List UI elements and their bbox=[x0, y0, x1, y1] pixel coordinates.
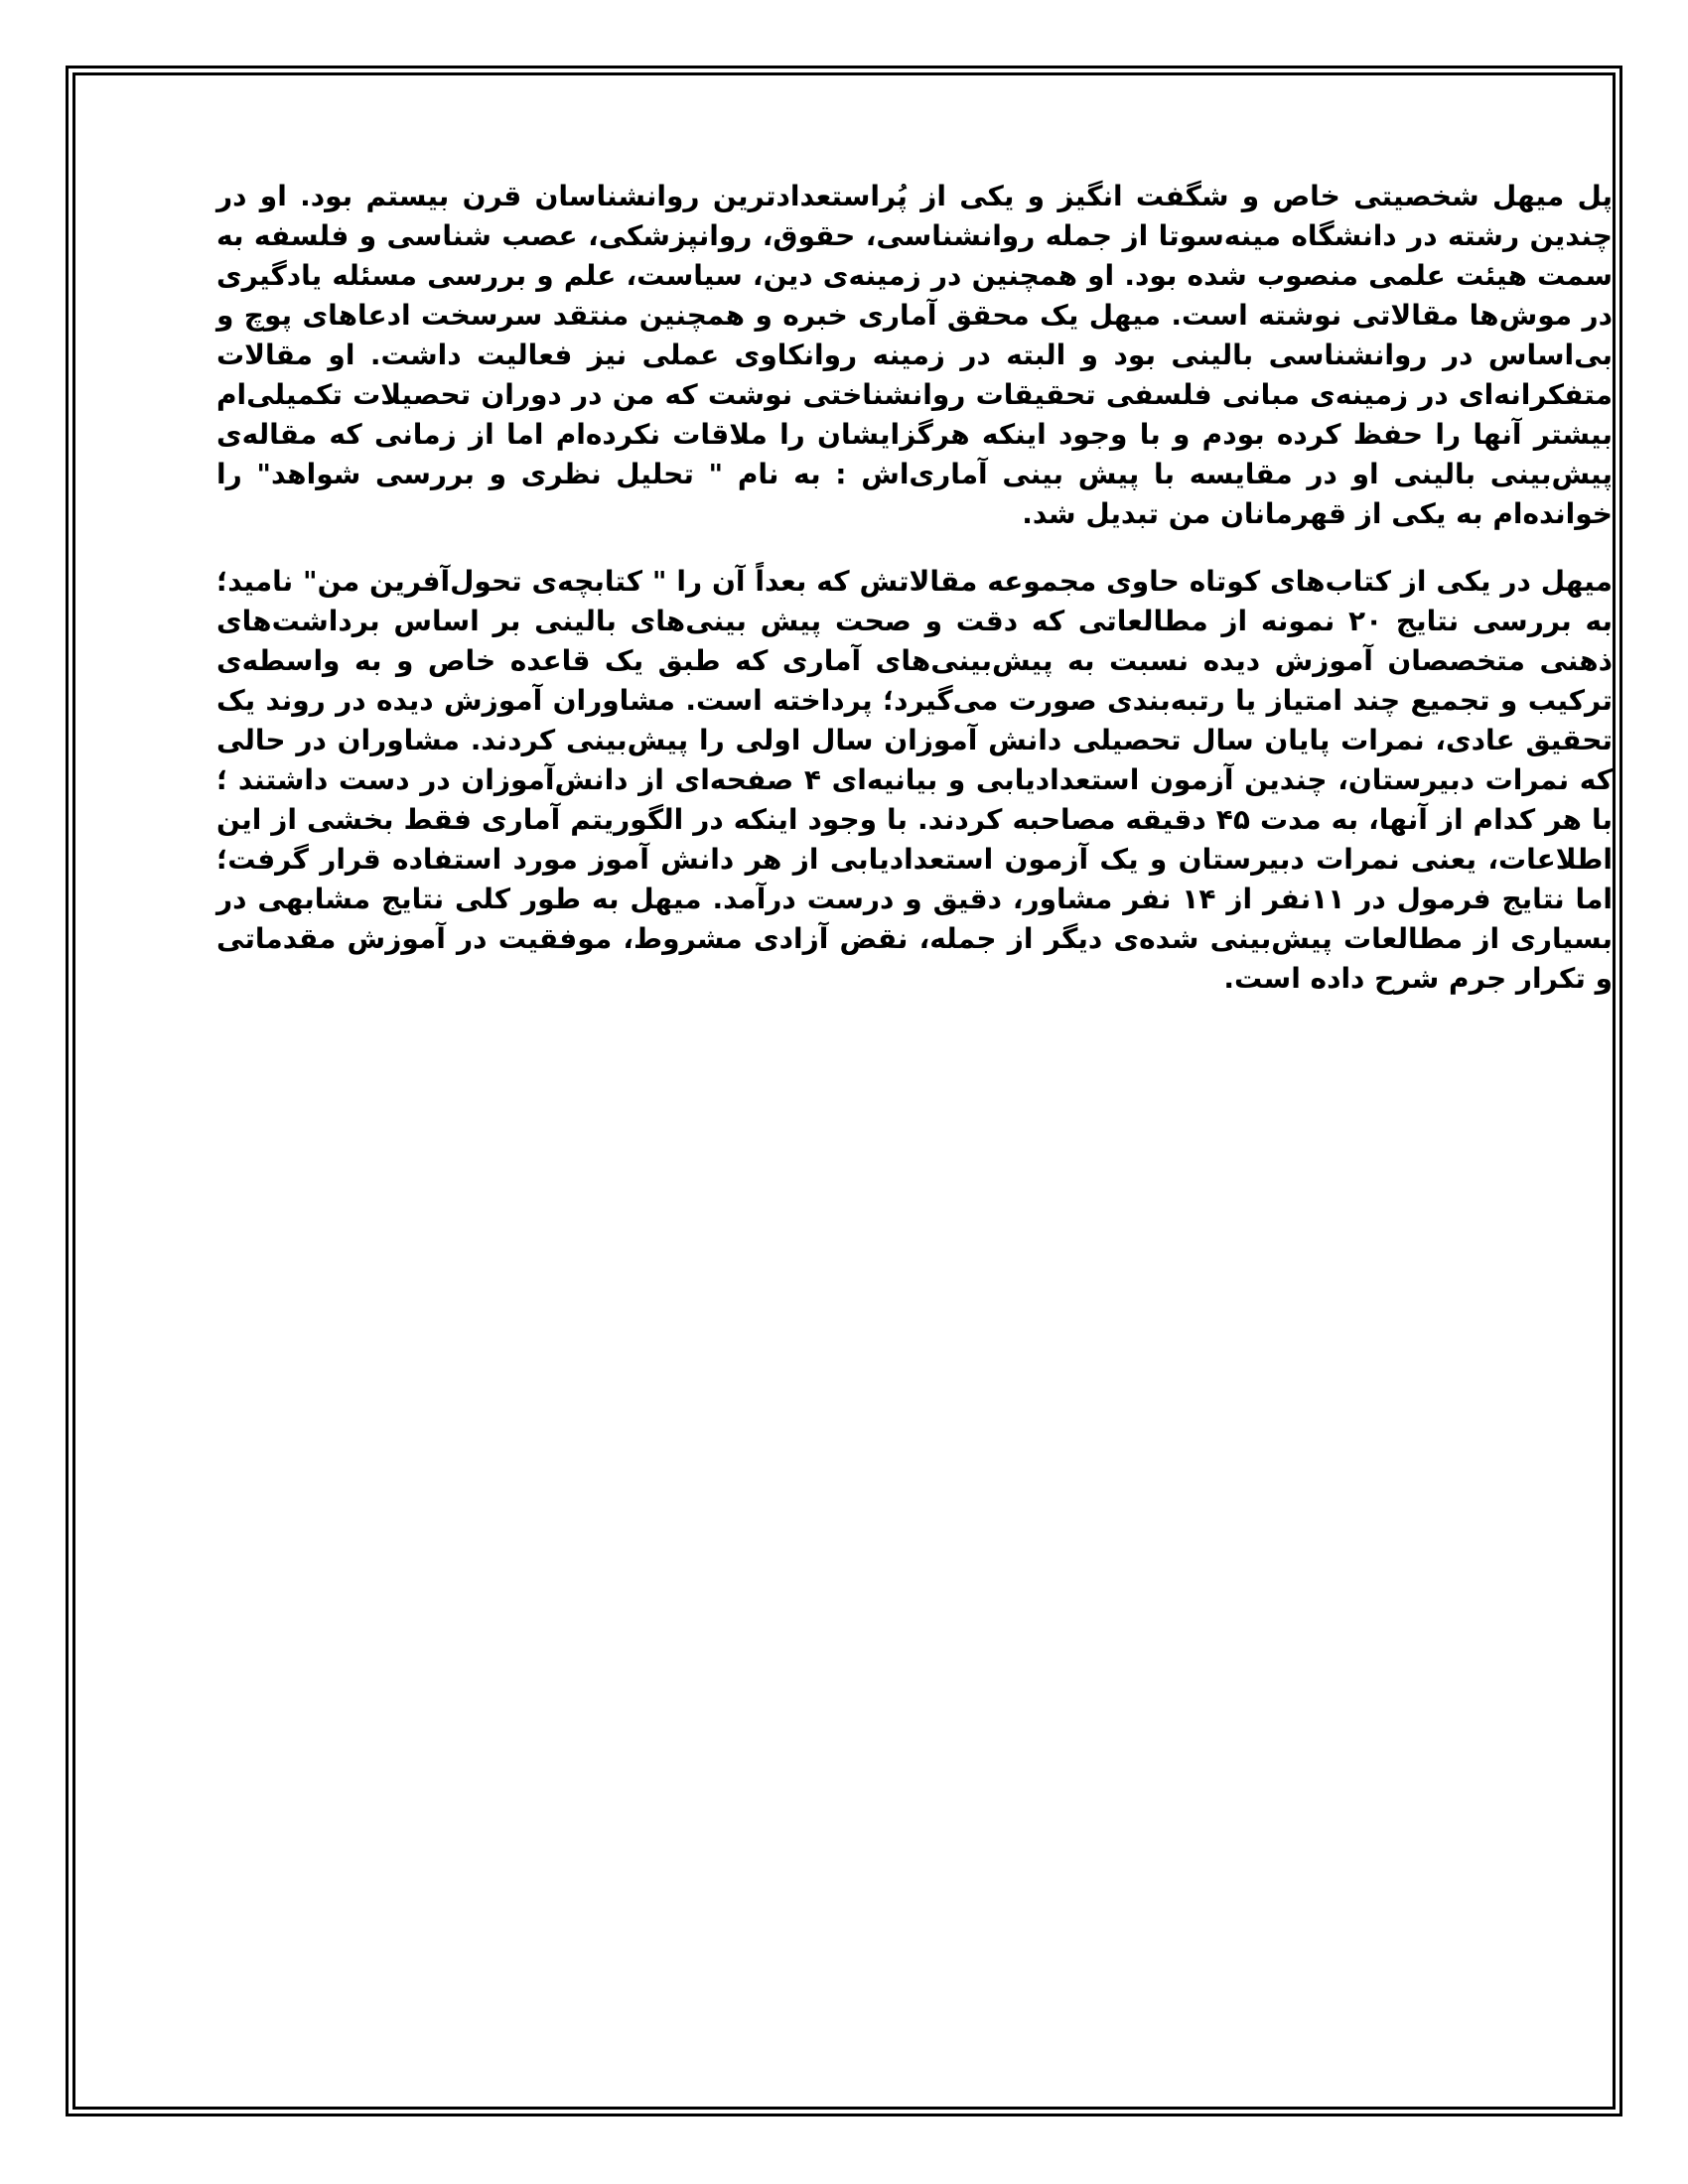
paragraph-1: پل میهل شخصیتی خاص و شگفت انگیز و یکی از پُراستعدادترین روانشناسان قرن بیستم بود. او در چندین رشته در دانشگاه مینه‌سوتا از جمله روانشناسی، حقوق، روانپزشکی، عصب شناسی و فلسفه به سمت هیئت علمی منصوب شده بود. او همچنین در زمینه‌ی دین، سیاست، علم و بررسی مسئله یادگیری در موش‌ها مقالاتی نوشته است. میهل یک محقق آماری خبره و همچنین منتقد سرسخت ادعاهای پوچ و بی‌اساس در روانشناسی بالینی بود و البته در زمینه روانکاوی عملی نیز فعالیت داشت. او مقالات متفکرانه‌ای در زمینه‌ی مبانی فلسفی تحقیقات روانشناختی نوشت که من در دوران تحصیلات تکمیلی‌ام بیشتر آنها را حفظ کرده بودم و با وجود اینکه هرگزایشان را ملاقات نکرده‌ام اما از زمانی که مقاله‌ی پیش‌بینی بالینی او در مقایسه با پیش بینی آماری‌اش : به نام " تحلیل نظری و بررسی شواهد" را خوانده‌ام به یکی از قهرمانان من تبدیل شد. bbox=[216, 180, 1613, 530]
document-body bbox=[216, 177, 1613, 999]
paragraph-2: میهل در یکی از کتاب‌های کوتاه حاوی مجموعه مقالاتش که بعداً آن را " کتابچه‌ی تحول‌آفرین من" نامید؛ به بررسی نتایج ۲۰ نمونه از مطالعاتی که دقت و صحت پیش بینی‌های بالینی بر اساس برداشت‌های ذهنی متخصصان آموزش دیده نسبت به پیش‌بینی‌های آماری که طبق یک قاعده خاص و به واسطه‌ی ترکیب و تجمیع چند امتیاز یا رتبه‌بندی صورت می‌گیرد؛ پرداخته است. مشاوران آموزش دیده در روند یک تحقیق عادی، نمرات پایان سال تحصیلی دانش آموزان سال اولی را پیش‌بینی کردند. مشاوران در حالی که نمرات دبیرستان، چندین آزمون استعدادیابی و بیانیه‌ای ۴ صفحه‌ای از دانش‌آموزان در دست داشتند ؛ با هر کدام از آنها، به مدت ۴۵ دقیقه مصاحبه کردند. با وجود اینکه در الگوریتم آماری فقط بخشی از این اطلاعات، یعنی نمرات دبیرستان و یک آزمون استعدادیابی از هر دانش آموز مورد استفاده قرار گرفت؛ اما نتایج فرمول در ۱۱نفر از ۱۴ نفر مشاور، دقیق و درست درآمد. میهل به طور کلی نتایج مشابهی در بسیاری از مطالعات پیش‌بینی شده‌ی دیگر از جمله، نقض آزادی مشروط، موفقیت در آموزش مقدماتی و تکرار جرم شرح داده است. bbox=[216, 565, 1613, 995]
